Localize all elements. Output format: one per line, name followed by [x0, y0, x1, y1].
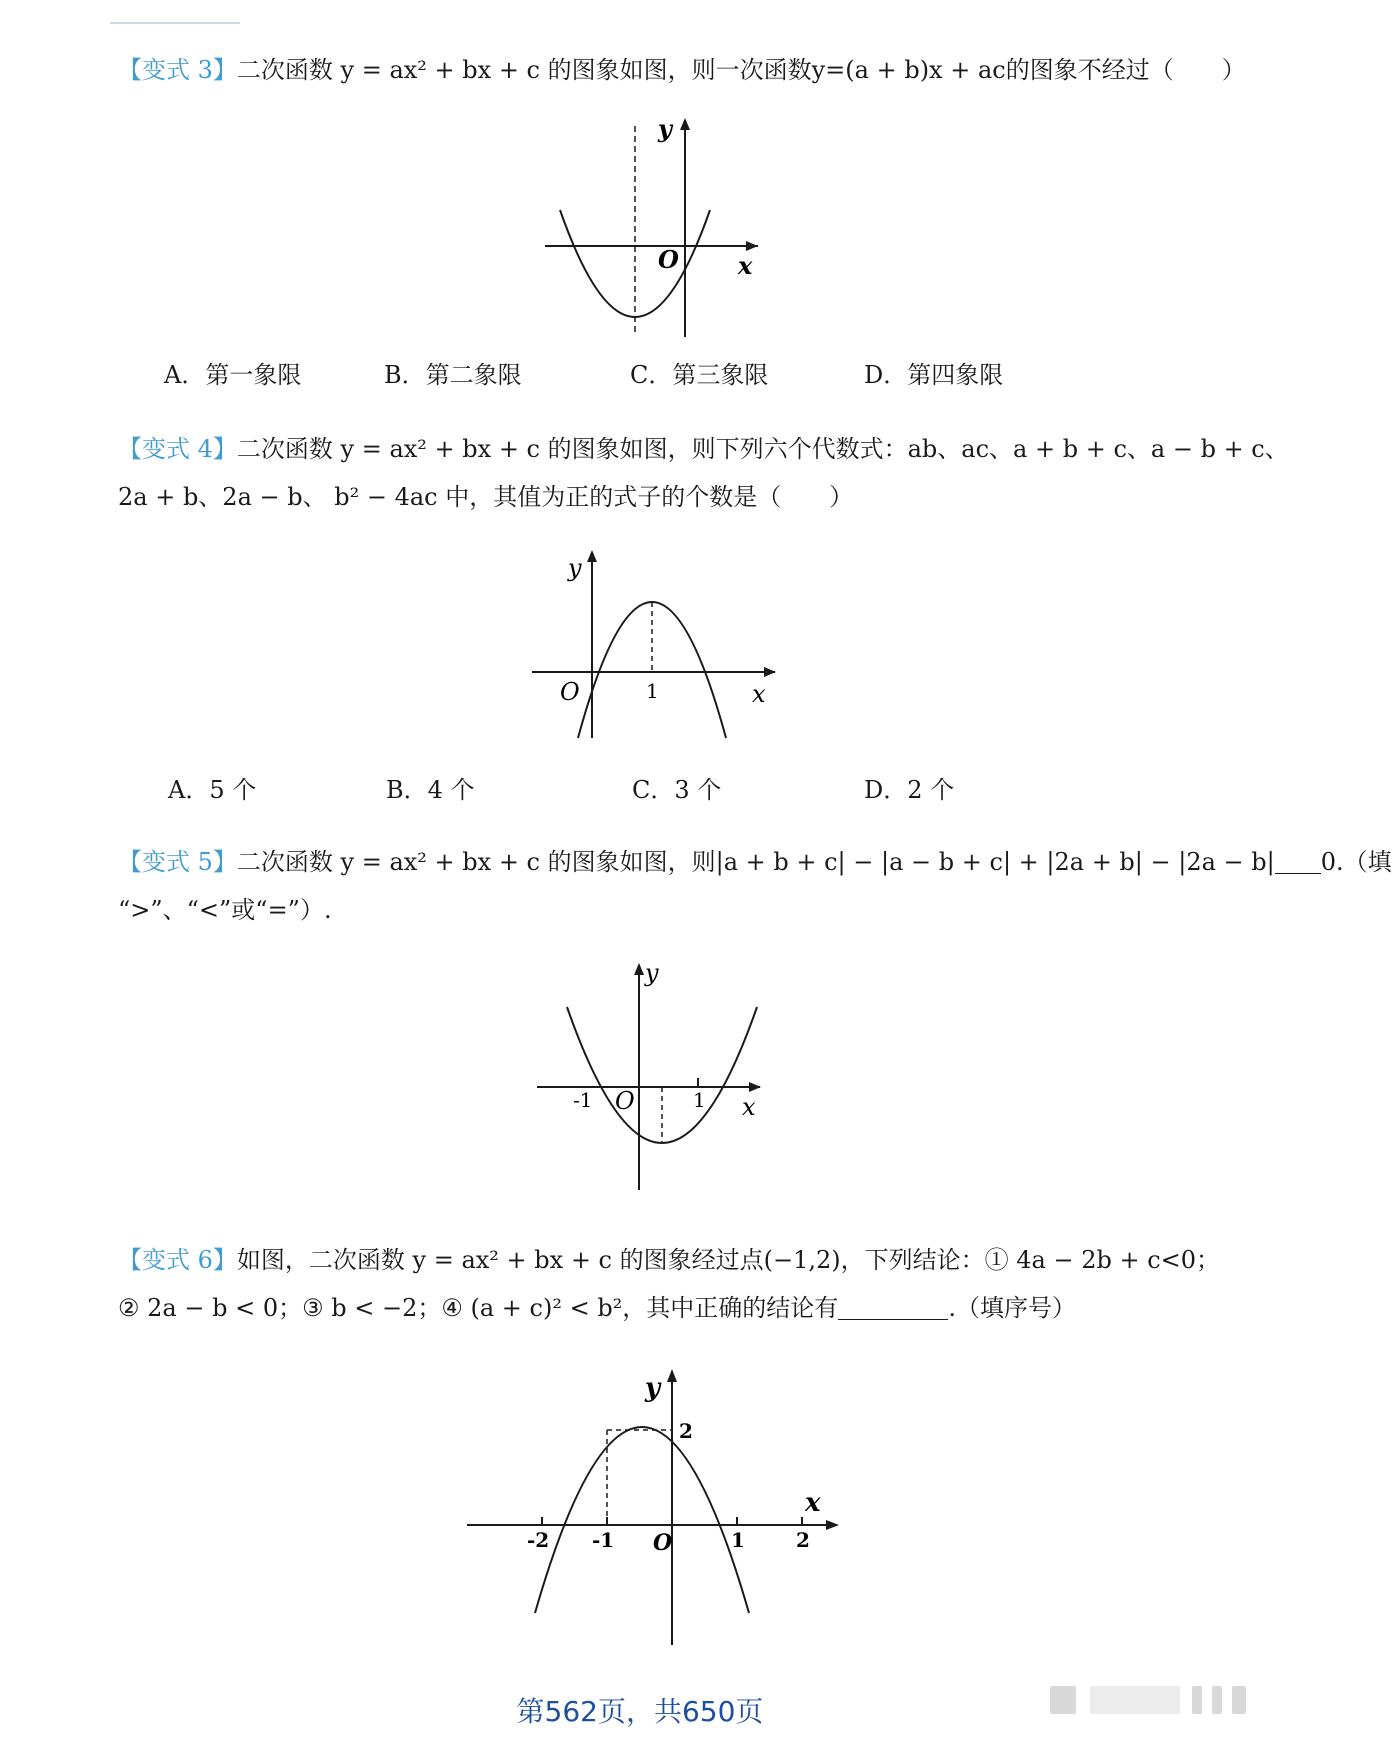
question-6-tag: 【变式 6】 — [118, 1246, 237, 1274]
question-5-line2 — [118, 886, 1198, 934]
toolbar-button-1[interactable] — [1050, 1686, 1076, 1714]
q6-y-arrow — [667, 1369, 677, 1382]
q3-y-arrow — [680, 118, 690, 130]
question-3-figure — [520, 112, 760, 342]
q6-y-label: y — [645, 1373, 661, 1403]
question-6-text-line1: 如图，二次函数 y = ax² + bx + c 的图象经过点(−1,2)，下列结论：① 4a − 2b + c<0； — [236, 1246, 1221, 1274]
q6-tick-neg2-label: -2 — [527, 1528, 550, 1552]
q5-y-arrow — [634, 963, 644, 975]
q3-option-b[interactable]: B．第二象限 — [384, 361, 522, 389]
q6-parabola — [535, 1427, 749, 1613]
question-4-line2 — [118, 473, 1198, 521]
viewer-toolbar — [1050, 1680, 1250, 1720]
question-5 — [118, 838, 1392, 886]
question-4 — [118, 425, 1289, 473]
toolbar-slider[interactable] — [1090, 1686, 1180, 1714]
question-6-text-line2-b: .（填序号） — [948, 1294, 1076, 1322]
q3-y-label: y — [658, 114, 672, 143]
q4-x-label: x — [752, 680, 766, 708]
q3-x-arrow — [746, 241, 758, 251]
question-5-tag: 【变式 5】 — [118, 848, 237, 876]
q4-option-a[interactable]: A．5 个 — [168, 776, 257, 804]
question-5-text-line2: “>”、“<”或“=”）. — [118, 896, 332, 924]
q6-x-arrow — [826, 1520, 839, 1530]
q5-tick-1-label: 1 — [693, 1088, 706, 1112]
question-6-figure — [465, 1360, 845, 1650]
q4-tick-1-label: 1 — [646, 679, 659, 703]
q5-parabola — [567, 1007, 757, 1143]
question-5-text-a: 二次函数 y = ax² + bx + c 的图象如图，则|a + b + c| − |a − b + c| + |2a + b| − |2a − b| — [236, 848, 1275, 876]
q3-x-label: x — [738, 251, 753, 280]
question-4-figure — [530, 540, 790, 750]
question-5-answer-blank[interactable] — [1275, 843, 1321, 874]
question-3-options — [0, 355, 1280, 395]
q4-origin-label: O — [560, 678, 580, 706]
q4-option-b[interactable]: B．4 个 — [386, 776, 475, 804]
q5-tick-neg1-label: -1 — [573, 1088, 593, 1112]
question-5-text-b: 0.（填 — [1320, 848, 1392, 876]
question-6-line2 — [118, 1284, 1198, 1332]
q3-origin-label: O — [658, 245, 679, 274]
q6-x-label: x — [805, 1488, 821, 1518]
header-rule — [110, 22, 240, 24]
q5-x-label: x — [742, 1093, 756, 1121]
q6-origin-label: O — [653, 1530, 673, 1556]
question-6-text-line2-a: ② 2a − b < 0；③ b < −2；④ (a + c)² < b²，其中正确的结论有 — [118, 1294, 839, 1322]
q6-y-value-2-label: 2 — [679, 1419, 693, 1443]
q5-x-arrow — [749, 1082, 761, 1092]
question-4-options — [0, 770, 1280, 810]
question-3-tag: 【变式 3】 — [118, 56, 237, 84]
q4-y-label: y — [568, 554, 582, 582]
q3-option-a[interactable]: A．第一象限 — [164, 361, 302, 389]
question-3 — [118, 46, 1246, 94]
q6-tick-2-label: 2 — [796, 1528, 810, 1552]
q4-y-arrow — [587, 550, 597, 562]
q3-option-d[interactable]: D．第四象限 — [864, 361, 1004, 389]
page-number: 第562页，共650页 — [516, 1695, 764, 1728]
question-4-text-line2: 2a + b、2a − b、 b² − 4ac 中，其值为正的式子的个数是（ ） — [118, 483, 854, 511]
q6-tick-neg1-label: -1 — [592, 1528, 615, 1552]
question-3-text: 二次函数 y = ax² + bx + c 的图象如图，则一次函数y=(a + b)x + ac的图象不经过（ ） — [236, 56, 1246, 84]
question-5-figure — [535, 955, 785, 1195]
toolbar-button-2[interactable] — [1192, 1686, 1202, 1714]
q4-option-c[interactable]: C．3 个 — [632, 776, 722, 804]
q6-tick-1-label: 1 — [731, 1528, 745, 1552]
q5-origin-label: O — [615, 1087, 635, 1115]
q5-y-label: y — [645, 959, 659, 987]
question-4-text-line1: 二次函数 y = ax² + bx + c 的图象如图，则下列六个代数式：ab、ac、a + b + c、a − b + c、 — [236, 435, 1289, 463]
q4-option-d[interactable]: D．2 个 — [864, 776, 955, 804]
q4-x-arrow — [764, 667, 776, 677]
question-6 — [118, 1236, 1221, 1284]
toolbar-button-4[interactable] — [1232, 1686, 1246, 1714]
q3-option-c[interactable]: C．第三象限 — [630, 361, 769, 389]
toolbar-button-3[interactable] — [1212, 1686, 1222, 1714]
question-6-answer-blank[interactable] — [838, 1289, 948, 1320]
question-4-tag: 【变式 4】 — [118, 435, 237, 463]
